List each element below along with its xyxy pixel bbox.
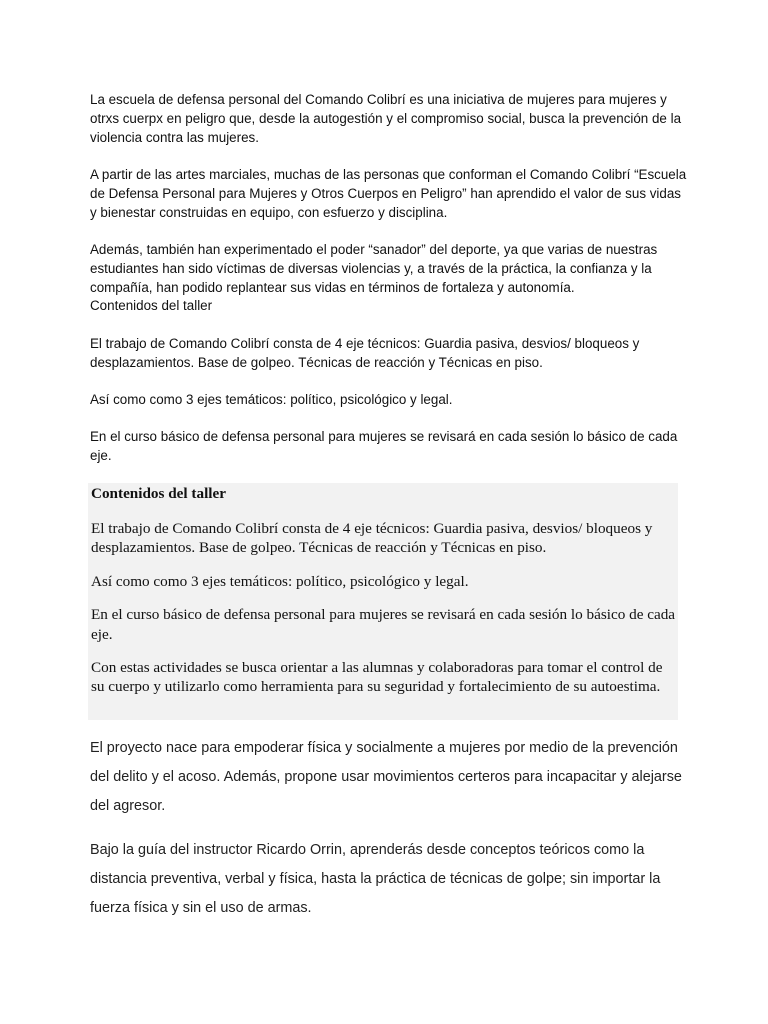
box-paragraph-technical-axes: El trabajo de Comando Colibrí consta de 4 eje técnicos: Guardia pasiva, desvios/ bloqueos y desplazamientos. Base de golpeo. Técnicas de reacción y Técnicas en piso.: [91, 520, 653, 557]
closing-section: [90, 734, 690, 938]
closing-paragraph-instructor: Bajo la guía del instructor Ricardo Orrin, aprenderás desde conceptos teóricos como la distancia preventiva, verbal y física, hasta la práctica de técnicas de golpe; sin importar la fuerza física y sin el uso de armas.: [90, 842, 661, 916]
highlight-box: [91, 483, 677, 711]
closing-paragraph-project: El proyecto nace para empoderar física y socialmente a mujeres por medio de la prevención del delito y el acoso. Además, propone usar movimientos certeros para incapacitar y alejarse del agresor.: [90, 740, 682, 814]
intro-paragraph-1: La escuela de defensa personal del Comando Colibrí es una iniciativa de mujeres para mujeres y otrxs cuerpx en peligro que, desde la autogestión y el compromiso social, busca la prevención de la violencia contra las mujeres.: [90, 92, 682, 145]
intro-paragraph-3: Además, también han experimentado el poder “sanador” del deporte, ya que varias de nuestras estudiantes han sido víctimas de diversas violencias y, a través de la práctica, la confianza y la compañía, han podido replantear sus vidas en términos de fortaleza y autonomía.: [90, 241, 658, 295]
box-paragraph-thematic-axes: Así como como 3 ejes temáticos: político, psicológico y legal.: [91, 572, 469, 590]
intro-paragraph-thematic-axes: Así como como 3 ejes temáticos: político, psicológico y legal.: [90, 391, 453, 407]
intro-paragraph-technical-axes: El trabajo de Comando Colibrí consta de 4 eje técnicos: Guardia pasiva, desvios/ bloqueos y desplazamientos. Base de golpeo. Técnicas de reacción y Técnicas en piso.: [90, 335, 640, 370]
box-heading: Contenidos del taller: [91, 485, 226, 502]
intro-paragraph-2: A partir de las artes marciales, muchas de las personas que conforman el Comando Colibrí “Escuela de Defensa Personal para Mujeres y Otros Cuerpos en Peligro” han aprendido el valor de sus vidas y bienestar construidas en equipo, con esfuerzo y disciplina.: [90, 166, 687, 220]
intro-section: [90, 91, 690, 485]
box-paragraph-basic-course: En el curso básico de defensa personal para mujeres se revisará en cada sesión lo básico de cada eje.: [91, 606, 676, 643]
intro-subheading: Contenidos del taller: [90, 298, 213, 314]
box-paragraph-objectives: Con estas actividades se busca orientar a las alumnas y colaboradoras para tomar el control de su cuerpo y utilizarlo como herramienta para su seguridad y fortalecimiento de su autoestima.: [91, 659, 663, 696]
intro-paragraph-basic-course: En el curso básico de defensa personal para mujeres se revisará en cada sesión lo básico de cada eje.: [90, 429, 678, 464]
